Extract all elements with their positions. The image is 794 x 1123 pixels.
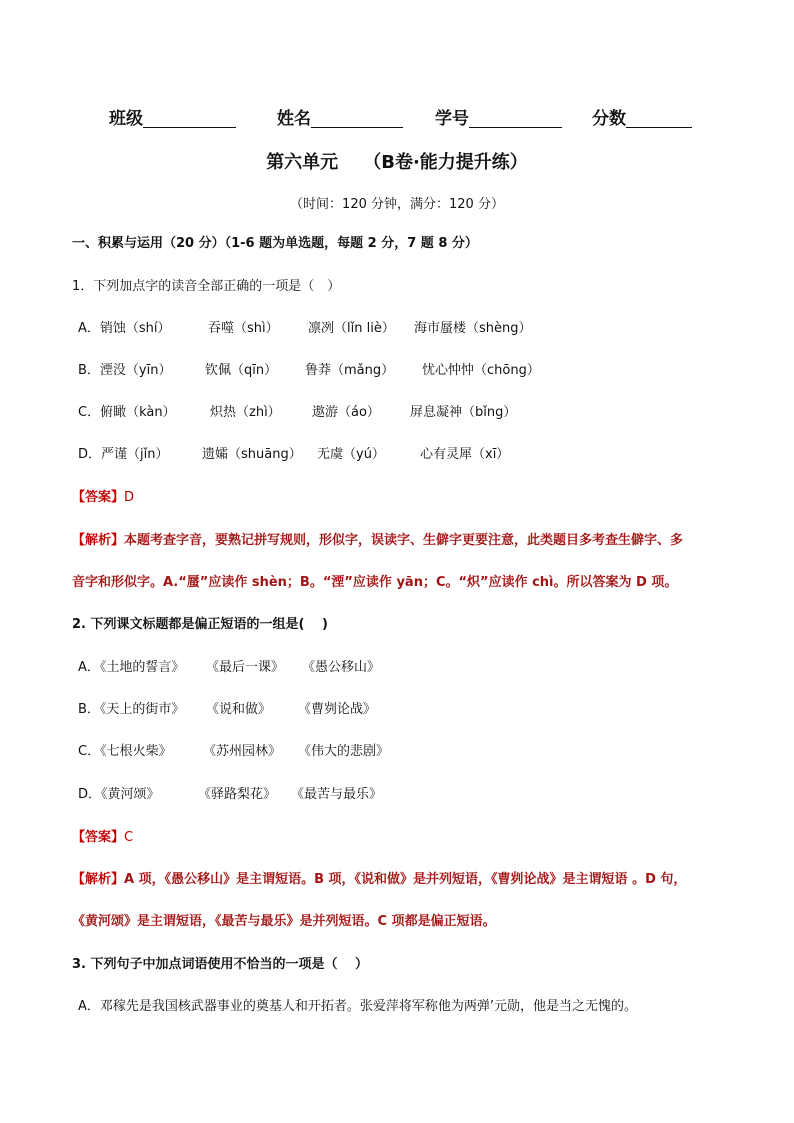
q1-option-c: C．俯瞰（kàn） 炽热（zhì） 遨游（áo） 屏息凝神（bǐng） xyxy=(78,405,517,420)
score-field xyxy=(592,104,692,129)
q1-answer xyxy=(72,489,134,507)
q1-analysis-line-1 xyxy=(72,532,683,550)
analysis-text: A 项，《愚公移山》是主谓短语。B 项，《说和做》是并列短语，《曹刿论战》是主谓短语 。D 句， xyxy=(124,872,687,887)
page-title: 第六单元 （B卷·能力提升练） xyxy=(266,152,528,173)
q2-analysis-line-1 xyxy=(72,871,686,889)
q3-option-a: A．邓稼先是我国核武器事业的奠基人和开拓者。张爱萍将军称他为两弹’元勋，他是当之无愧的。 xyxy=(78,999,638,1014)
class-label: 班级 xyxy=(109,109,143,129)
score-blank[interactable] xyxy=(626,107,692,128)
answer-value: D xyxy=(124,490,135,505)
analysis-label: 【解析】 xyxy=(72,533,125,548)
score-label: 分数 xyxy=(592,109,626,129)
question-1-stem: 1．下列加点字的读音全部正确的一项是（ ） xyxy=(72,279,341,294)
answer-label: 【答案】 xyxy=(72,830,125,845)
class-blank[interactable] xyxy=(143,107,236,128)
page-subtitle: （时间：120 分钟，满分：120 分） xyxy=(290,197,504,212)
q1-option-a: A．销蚀（shí） 吞噬（shì） 凛冽（lǐn liè） 海市蜃楼（shèng） xyxy=(78,321,532,336)
section-heading: 一、积累与运用（20 分）（1-6 题为单选题，每题 2 分，7 题 8 分） xyxy=(72,236,478,251)
q2-answer xyxy=(72,829,133,847)
name-field xyxy=(277,104,403,129)
analysis-text: 本题考查字音，要熟记拼写规则，形似字，误读字、生僻字更要注意，此类题目多考查生僻字、多 xyxy=(124,533,684,548)
id-field xyxy=(435,104,562,129)
question-3-stem: 3. 下列句子中加点词语使用不恰当的一项是（ ） xyxy=(72,957,369,972)
question-2-stem: 2. 下列课文标题都是偏正短语的一组是( ) xyxy=(72,617,328,632)
analysis-label: 【解析】 xyxy=(72,872,125,887)
name-label: 姓名 xyxy=(277,109,311,129)
answer-label: 【答案】 xyxy=(72,490,125,505)
q2-option-b: B．《天上的街市》 《说和做》 《曹刿论战》 xyxy=(78,702,377,717)
q1-analysis-line-2: 音字和形似字。A.“蜃”应读作 shèn；B。“湮”应读作 yān；C。“炽”应读作 chì。所以答案为 D 项。 xyxy=(72,575,678,590)
id-label: 学号 xyxy=(435,109,469,129)
name-blank[interactable] xyxy=(311,107,403,128)
q2-analysis-line-2: 《黄河颂》是主谓短语，《最苦与最乐》是并列短语。C 项都是偏正短语。 xyxy=(72,914,496,929)
class-field xyxy=(109,104,236,129)
answer-value: C xyxy=(124,830,134,845)
q2-option-a: A．《土地的誓言》 《最后一课》 《愚公移山》 xyxy=(78,660,381,675)
q1-option-d: D．严谨（jǐn） 遗孀（shuāng） 无虞（yú） 心有灵犀（xī） xyxy=(78,447,510,462)
q2-option-c: C．《七根火柴》 《苏州园林》 《伟大的悲剧》 xyxy=(78,744,390,759)
id-blank[interactable] xyxy=(469,107,562,128)
q2-option-d: D．《黄河颂》 《驿路梨花》 《最苦与最乐》 xyxy=(78,787,383,802)
q1-option-b: B．湮没（yīn） 钦佩（qīn） 鲁莽（mǎng） 忧心忡忡（chōng） xyxy=(78,363,540,378)
